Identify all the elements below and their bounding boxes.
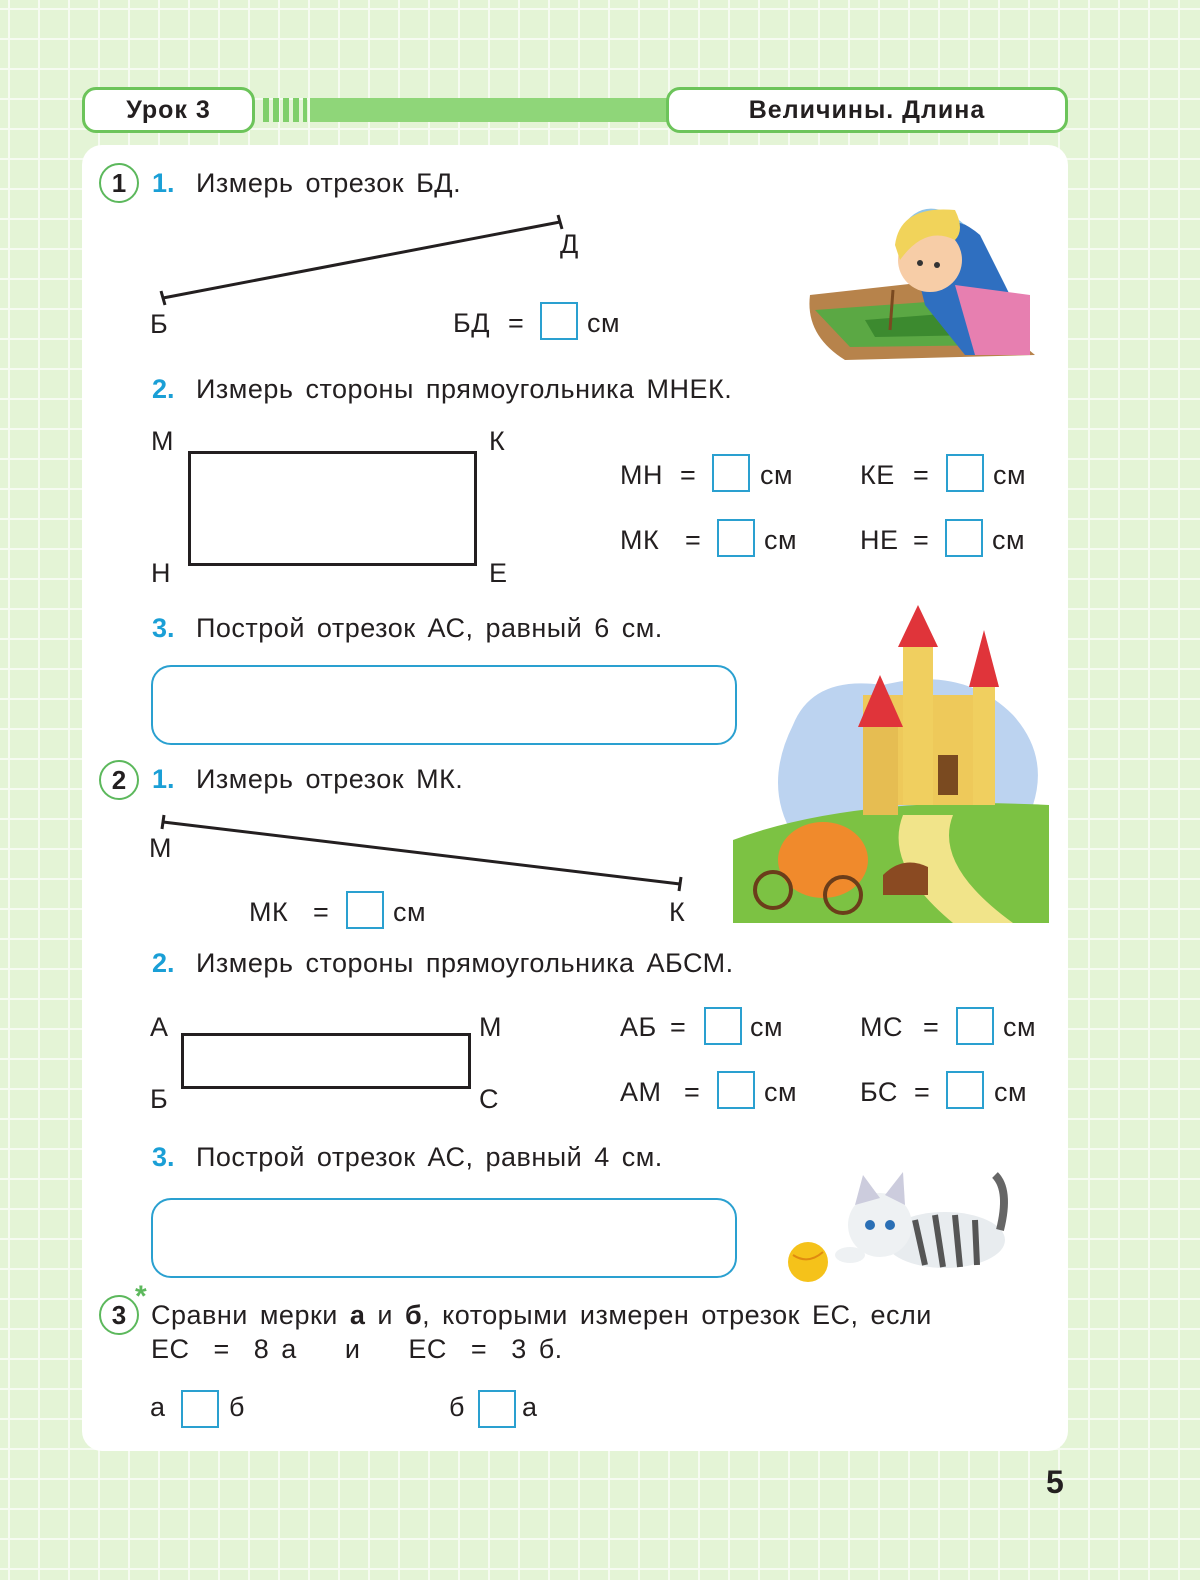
corner-label: М — [479, 1012, 502, 1042]
task2-sub2-text: Измерь стороны прямоугольника АБСМ. — [196, 948, 734, 978]
point-label: Д — [560, 229, 579, 259]
corner-label: К — [489, 426, 506, 456]
equals: = — [923, 1012, 940, 1042]
point-label: Б — [150, 309, 169, 339]
task2-sub1-text: Измерь отрезок МК. — [196, 764, 464, 794]
corner-label: Н — [151, 558, 171, 588]
topic-title: Величины. Длина — [666, 87, 1068, 133]
answer-box-mn[interactable] — [712, 454, 750, 492]
equals: = — [680, 460, 697, 490]
equals: = — [684, 1077, 701, 1107]
answer-box-mk2[interactable] — [346, 891, 384, 929]
task3-text-line1: Сравни мерки а и б, которыми измерен отрезок ЕС, если — [151, 1300, 932, 1330]
segment-bd — [163, 222, 560, 298]
kitten-ball-illustration — [785, 1170, 1015, 1285]
answer-box-bd[interactable] — [540, 302, 578, 340]
drawing-area-4cm[interactable] — [151, 1198, 737, 1278]
task1-sub3-text: Построй отрезок АС, равный 6 см. — [196, 613, 663, 643]
equals: = — [685, 525, 702, 555]
task1-sub1-text: Измерь отрезок БД. — [196, 168, 462, 198]
girl-measuring-illustration — [805, 185, 1040, 375]
subtask-number: 2. — [152, 948, 175, 978]
segment-mk — [163, 822, 680, 884]
corner-label: С — [479, 1084, 499, 1114]
subtask-number: 3. — [152, 613, 175, 643]
corner-label: Е — [489, 558, 508, 588]
rectangle-mnek — [188, 451, 477, 566]
unit: см — [393, 897, 427, 927]
unit: см — [993, 460, 1027, 490]
unit: см — [750, 1012, 784, 1042]
unit: см — [760, 460, 794, 490]
answer-box-am[interactable] — [717, 1071, 755, 1109]
eq-label: БД — [453, 308, 491, 338]
eq-label: МК — [620, 525, 660, 555]
answer-box-ms[interactable] — [956, 1007, 994, 1045]
equals: = — [670, 1012, 687, 1042]
compare-label: а — [150, 1392, 166, 1422]
subtask-number: 1. — [152, 168, 175, 198]
compare-box-2[interactable] — [478, 1390, 516, 1428]
equals: = — [313, 897, 330, 927]
compare-label: б — [449, 1392, 465, 1422]
equals: = — [914, 1077, 931, 1107]
unit: см — [992, 525, 1026, 555]
task-number-2: 2 — [99, 760, 139, 800]
eq-label: МН — [620, 460, 663, 490]
task-number-3: 3 — [99, 1295, 139, 1335]
task-number-1: 1 — [99, 163, 139, 203]
compare-label: б — [229, 1392, 245, 1422]
answer-box-ne[interactable] — [945, 519, 983, 557]
eq-label: АМ — [620, 1077, 662, 1107]
equals: = — [508, 308, 525, 338]
answer-box-ab[interactable] — [704, 1007, 742, 1045]
lesson-label: Урок 3 — [82, 87, 255, 133]
task2-sub3-text: Построй отрезок АС, равный 4 см. — [196, 1142, 663, 1172]
drawing-area-6cm[interactable] — [151, 665, 737, 745]
point-label: М — [149, 833, 172, 863]
eq-label: НЕ — [860, 525, 899, 555]
task3-text-line2: ЕС = 8 а и ЕС = 3 б. — [151, 1334, 563, 1364]
page-number: 5 — [1046, 1464, 1064, 1500]
unit: см — [994, 1077, 1028, 1107]
rectangle-absm — [181, 1033, 471, 1089]
compare-label: а — [522, 1392, 538, 1422]
equals: = — [913, 525, 930, 555]
subtask-number: 1. — [152, 764, 175, 794]
corner-label: А — [150, 1012, 169, 1042]
castle-carriage-illustration — [733, 605, 1049, 923]
eq-label: МС — [860, 1012, 903, 1042]
task1-sub2-text: Измерь стороны прямоугольника МНЕК. — [196, 374, 733, 404]
answer-box-ke[interactable] — [946, 454, 984, 492]
unit: см — [764, 525, 798, 555]
equals: = — [913, 460, 930, 490]
corner-label: Б — [150, 1084, 169, 1114]
corner-label: М — [151, 426, 174, 456]
unit: см — [1003, 1012, 1037, 1042]
eq-label: МК — [249, 897, 289, 927]
eq-label: БС — [860, 1077, 898, 1107]
eq-label: КЕ — [860, 460, 895, 490]
unit: см — [764, 1077, 798, 1107]
star-marker: * — [135, 1280, 147, 1313]
subtask-number: 3. — [152, 1142, 175, 1172]
answer-box-bs[interactable] — [946, 1071, 984, 1109]
compare-box-1[interactable] — [181, 1390, 219, 1428]
answer-box-mk[interactable] — [717, 519, 755, 557]
subtask-number: 2. — [152, 374, 175, 404]
point-label: К — [669, 897, 686, 927]
eq-label: АБ — [620, 1012, 657, 1042]
unit: см — [587, 308, 621, 338]
